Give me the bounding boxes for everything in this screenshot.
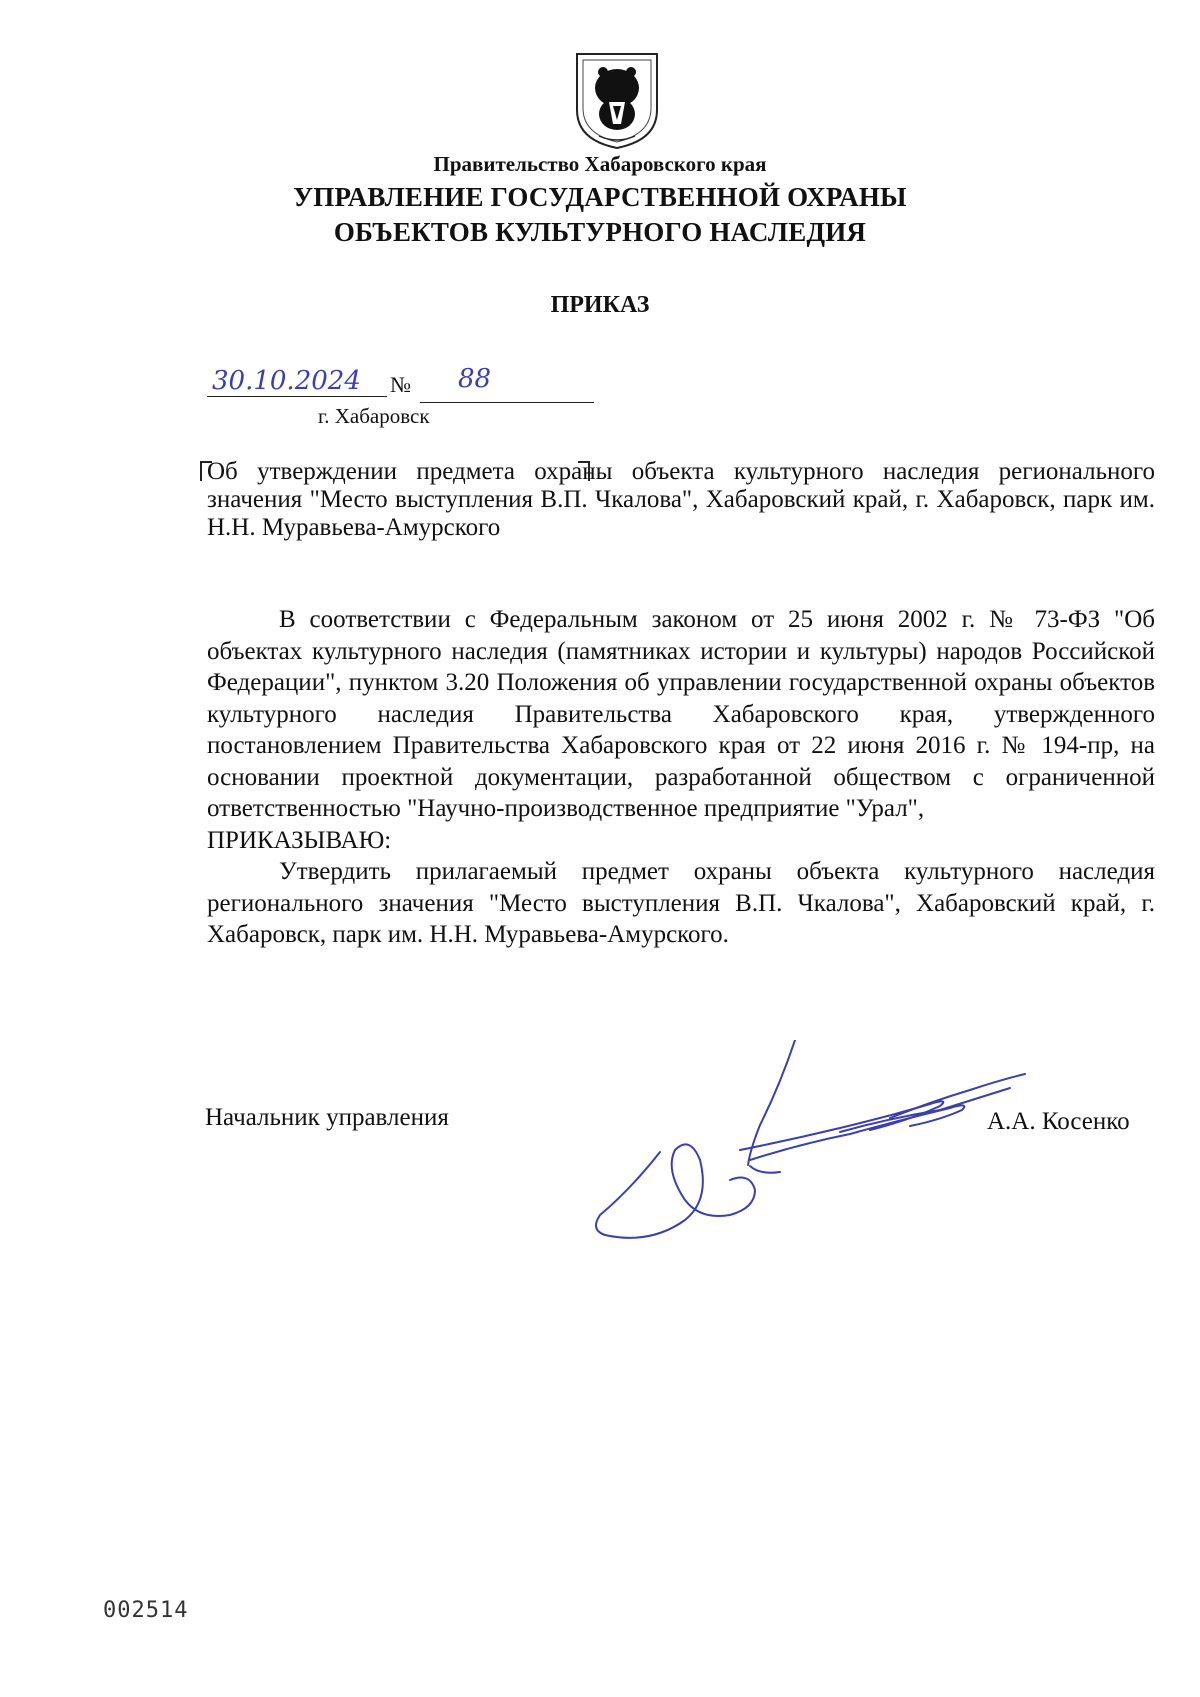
document-date: 30.10.2024 <box>212 366 361 396</box>
agency-name-line-1: УПРАВЛЕНИЕ ГОСУДАРСТВЕННОЙ ОХРАНЫ <box>293 182 907 212</box>
document-number: 88 <box>458 364 492 394</box>
number-sign: № <box>390 372 411 397</box>
order-paragraph: Утвердить прилагаемый предмет охраны объекта культурного наследия регионального значения "Место выступления В.П. Чкалова", Хабаровский край, г. Хабаровск, парк им. Н.Н. Муравьева-Амурского. <box>207 858 1155 948</box>
signatory-name: А.А. Косенко <box>987 1108 1130 1135</box>
document-body <box>207 604 1155 951</box>
date-underline <box>207 396 387 397</box>
city: г. Хабаровск <box>318 404 430 428</box>
signatory-position: Начальник управления <box>205 1104 449 1131</box>
order-word: ПРИКАЗЫВАЮ: <box>207 826 392 854</box>
preamble-paragraph: В соответствии с Федеральным законом от 25 июня 2002 г. № 73-ФЗ "Об объектах культурного наследия (памятниках истории и культуры) народов Российской Федерации", пунктом 3.20 Положения об управлении государственной охраны объектов культурного наследия Правительства Хабаровского края, утвержденного постановлением Правительства Хабаровского края от 22 июня 2016 г. № 194-пр, на основании проектной документации, разработанной обществом с ограниченной ответственностью "Научно-производственное предприятие "Урал", <box>207 606 1155 822</box>
coat-of-arms-icon <box>569 48 665 152</box>
agency-name-line-2: ОБЪЕКТОВ КУЛЬТУРНОГО НАСЛЕДИЯ <box>333 217 867 247</box>
number-underline <box>420 402 594 403</box>
handwritten-signature-icon <box>590 1040 1070 1270</box>
document-title: Об утверждении предмета охраны объекта культурного наследия регионального значения "Место выступления В.П. Чкалова", Хабаровский край, г. Хабаровск, парк им. Н.Н. Муравьева-Амурского <box>207 458 1155 541</box>
document-type: ПРИКАЗ <box>550 292 650 318</box>
registration-number: 002514 <box>103 1598 189 1623</box>
government-name: Правительство Хабаровского края <box>433 152 767 176</box>
